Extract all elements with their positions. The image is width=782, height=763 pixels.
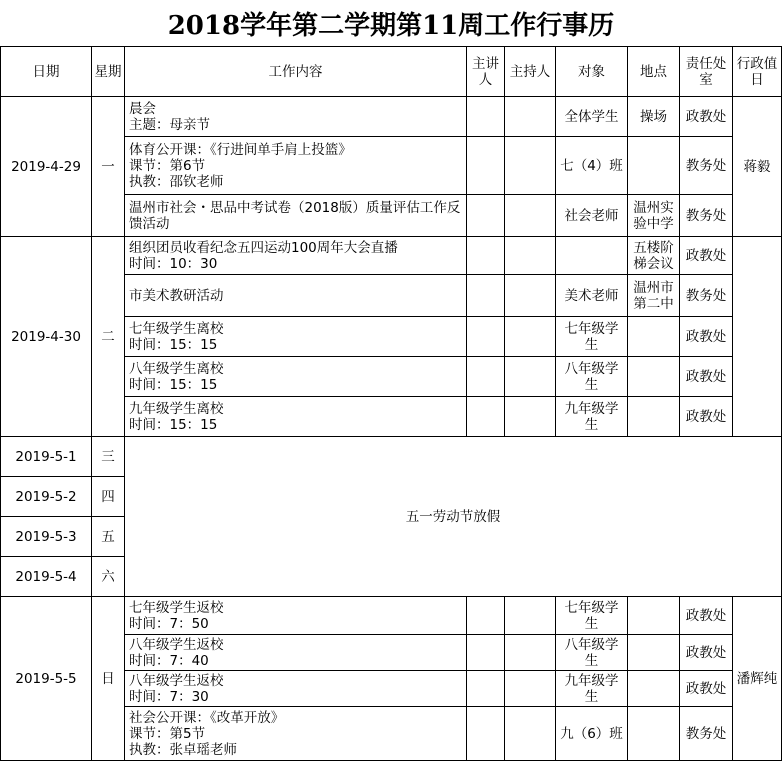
location-cell [628, 597, 680, 635]
content-cell [125, 707, 467, 761]
content-line: 七年级学生返校 [129, 599, 224, 616]
location-cell [628, 671, 680, 707]
dept-cell: 政教处 [680, 317, 733, 357]
header-dept: 责任处室 [680, 47, 733, 97]
speaker-cell [467, 97, 505, 137]
speaker-cell [467, 137, 505, 195]
target-cell: 七年级学生 [556, 317, 628, 357]
target-cell [556, 237, 628, 275]
target-cell: 八年级学生 [556, 357, 628, 397]
target-cell: 美术老师 [556, 275, 628, 317]
content-line: 九年级学生离校 [129, 400, 224, 417]
host-cell [505, 317, 556, 357]
host-cell [505, 597, 556, 635]
content-line: 时间：15：15 [129, 336, 218, 353]
target-cell: 全体学生 [556, 97, 628, 137]
content-cell [125, 237, 467, 275]
content-cell [125, 137, 467, 195]
content-line: 社会公开课：《改革开放》 [129, 709, 285, 726]
content-line: 晨会 [129, 100, 156, 117]
content-line: 八年级学生返校 [129, 636, 224, 653]
content-cell [125, 671, 467, 707]
host-cell [505, 635, 556, 671]
content-cell: 温州市社会・思品中考试卷（2018版）质量评估工作反馈活动 [125, 195, 467, 237]
date-cell: 2019-4-29 [1, 97, 92, 237]
content-cell [125, 397, 467, 437]
table-row [1, 437, 782, 477]
header-location: 地点 [628, 47, 680, 97]
duty-cell: 蒋毅 [733, 97, 782, 237]
host-cell [505, 671, 556, 707]
dept-cell: 政教处 [680, 635, 733, 671]
host-cell [505, 357, 556, 397]
content-line: 时间：7：40 [129, 652, 209, 669]
schedule-table [0, 46, 782, 761]
target-cell: 九（6）班 [556, 707, 628, 761]
date-cell: 2019-4-30 [1, 237, 92, 437]
target-cell: 八年级学生 [556, 635, 628, 671]
dept-cell: 政教处 [680, 397, 733, 437]
host-cell [505, 397, 556, 437]
weekday-cell: 六 [92, 557, 125, 597]
content-line: 时间：10：30 [129, 255, 218, 272]
location-cell: 温州实验中学 [628, 195, 680, 237]
location-cell [628, 137, 680, 195]
speaker-cell [467, 237, 505, 275]
content-line: 时间：15：15 [129, 376, 218, 393]
header-row [1, 47, 782, 97]
location-cell: 操场 [628, 97, 680, 137]
content-cell [125, 635, 467, 671]
weekday-cell: 四 [92, 477, 125, 517]
weekday-cell: 一 [92, 97, 125, 237]
table-row [1, 237, 782, 275]
target-cell: 九年级学生 [556, 671, 628, 707]
dept-cell: 教务处 [680, 275, 733, 317]
host-cell [505, 275, 556, 317]
speaker-cell [467, 635, 505, 671]
header-speaker: 主讲人 [467, 47, 505, 97]
header-target: 对象 [556, 47, 628, 97]
weekday-cell: 三 [92, 437, 125, 477]
date-cell: 2019-5-2 [1, 477, 92, 517]
host-cell [505, 137, 556, 195]
header-weekday: 星期 [92, 47, 125, 97]
dept-cell: 政教处 [680, 597, 733, 635]
content-line: 时间：15：15 [129, 416, 218, 433]
speaker-cell [467, 707, 505, 761]
content-cell [125, 317, 467, 357]
duty-cell: 潘辉纯 [733, 597, 782, 761]
host-cell [505, 97, 556, 137]
location-cell [628, 357, 680, 397]
content-line: 执教：邵钦老师 [129, 173, 224, 190]
location-cell: 五楼阶梯会议 [628, 237, 680, 275]
location-cell [628, 707, 680, 761]
holiday-cell: 五一劳动节放假 [125, 437, 782, 597]
date-cell: 2019-5-3 [1, 517, 92, 557]
content-line: 八年级学生返校 [129, 672, 224, 689]
speaker-cell [467, 317, 505, 357]
content-line: 主题：母亲节 [129, 116, 210, 133]
target-cell: 九年级学生 [556, 397, 628, 437]
content-line: 课节：第5节 [129, 725, 206, 742]
page-title: 2018学年第二学期第11周工作行事历 [167, 10, 615, 41]
dept-cell: 教务处 [680, 195, 733, 237]
weekday-cell: 五 [92, 517, 125, 557]
duty-cell [733, 237, 782, 437]
content-line: 七年级学生离校 [129, 320, 224, 337]
date-cell: 2019-5-1 [1, 437, 92, 477]
content-cell: 市美术教研活动 [125, 275, 467, 317]
host-cell [505, 237, 556, 275]
target-cell: 七年级学生 [556, 597, 628, 635]
target-cell: 社会老师 [556, 195, 628, 237]
dept-cell: 教务处 [680, 137, 733, 195]
date-cell: 2019-5-4 [1, 557, 92, 597]
weekday-cell: 日 [92, 597, 125, 761]
dept-cell: 政教处 [680, 237, 733, 275]
location-cell [628, 317, 680, 357]
speaker-cell [467, 275, 505, 317]
table-row [1, 97, 782, 137]
speaker-cell [467, 397, 505, 437]
host-cell [505, 195, 556, 237]
content-line: 执教：张卓瑶老师 [129, 741, 237, 758]
location-cell: 温州市第二中 [628, 275, 680, 317]
header-content: 工作内容 [125, 47, 467, 97]
content-line: 组织团员收看纪念五四运动100周年大会直播 [129, 239, 398, 256]
speaker-cell [467, 597, 505, 635]
host-cell [505, 707, 556, 761]
speaker-cell [467, 195, 505, 237]
content-line: 时间：7：50 [129, 615, 209, 632]
dept-cell: 政教处 [680, 357, 733, 397]
table-row [1, 597, 782, 635]
header-date: 日期 [1, 47, 92, 97]
header-host: 主持人 [505, 47, 556, 97]
location-cell [628, 635, 680, 671]
speaker-cell [467, 357, 505, 397]
dept-cell: 政教处 [680, 671, 733, 707]
content-cell [125, 357, 467, 397]
speaker-cell [467, 671, 505, 707]
header-duty: 行政值日 [733, 47, 782, 97]
weekday-cell: 二 [92, 237, 125, 437]
dept-cell: 教务处 [680, 707, 733, 761]
target-cell: 七（4）班 [556, 137, 628, 195]
content-line: 课节：第6节 [129, 157, 206, 174]
content-cell [125, 97, 467, 137]
content-line: 体育公开课：《行进间单手肩上投篮》 [129, 141, 352, 158]
content-cell [125, 597, 467, 635]
location-cell [628, 397, 680, 437]
content-line: 八年级学生离校 [129, 360, 224, 377]
date-cell: 2019-5-5 [1, 597, 92, 761]
content-line: 时间：7：30 [129, 688, 209, 705]
dept-cell: 政教处 [680, 97, 733, 137]
